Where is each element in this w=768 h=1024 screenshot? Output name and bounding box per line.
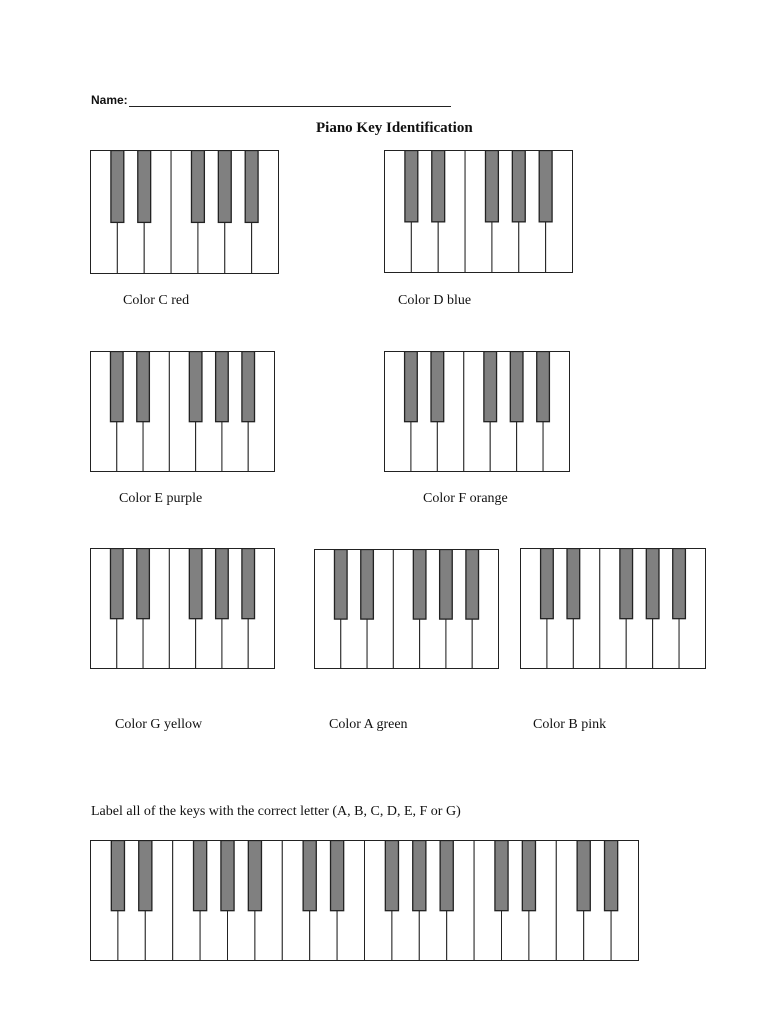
keyboard-a[interactable] — [314, 549, 499, 669]
black-key[interactable] — [194, 841, 207, 911]
keyboard-svg — [90, 548, 275, 669]
black-key[interactable] — [405, 151, 418, 222]
black-key[interactable] — [567, 549, 580, 619]
caption-e: Color E purple — [119, 491, 203, 506]
name-label: Name: — [91, 93, 128, 107]
black-key[interactable] — [137, 549, 150, 619]
black-key[interactable] — [405, 352, 418, 422]
keyboard-c[interactable] — [90, 150, 279, 274]
black-key[interactable] — [539, 151, 552, 222]
black-key[interactable] — [137, 352, 150, 422]
black-key[interactable] — [440, 841, 453, 911]
keyboard-svg — [520, 548, 706, 669]
black-key[interactable] — [242, 549, 255, 619]
black-key[interactable] — [331, 841, 344, 911]
caption-d: Color D blue — [398, 293, 472, 308]
name-underline[interactable] — [129, 92, 451, 107]
black-key[interactable] — [413, 550, 426, 620]
black-key[interactable] — [484, 352, 497, 422]
black-key[interactable] — [620, 549, 633, 619]
keyboard-labeling[interactable] — [90, 840, 639, 961]
black-key[interactable] — [110, 352, 123, 422]
black-key[interactable] — [216, 352, 229, 422]
caption-c: Color C red — [123, 293, 190, 308]
black-key[interactable] — [605, 841, 618, 911]
page-title: Piano Key Identification — [316, 120, 473, 136]
black-key[interactable] — [537, 352, 550, 422]
black-key[interactable] — [466, 550, 479, 620]
keyboard-b[interactable] — [520, 548, 706, 669]
keyboard-f[interactable] — [384, 351, 570, 472]
black-key[interactable] — [673, 549, 686, 619]
black-key[interactable] — [361, 550, 374, 620]
black-key[interactable] — [334, 550, 347, 620]
black-key[interactable] — [242, 352, 255, 422]
black-key[interactable] — [189, 352, 202, 422]
black-key[interactable] — [431, 352, 444, 422]
black-key[interactable] — [110, 549, 123, 619]
black-key[interactable] — [191, 151, 204, 223]
black-key[interactable] — [248, 841, 261, 911]
black-key[interactable] — [385, 841, 398, 911]
black-key[interactable] — [245, 151, 258, 223]
keyboard-svg — [314, 549, 499, 669]
black-key[interactable] — [111, 151, 124, 223]
keyboard-svg — [90, 840, 639, 961]
black-key[interactable] — [485, 151, 498, 222]
black-key[interactable] — [440, 550, 453, 620]
black-key[interactable] — [522, 841, 535, 911]
keyboard-g[interactable] — [90, 548, 275, 669]
black-key[interactable] — [189, 549, 202, 619]
black-key[interactable] — [512, 151, 525, 222]
caption-f: Color F orange — [423, 491, 508, 506]
black-key[interactable] — [218, 151, 231, 223]
caption-a: Color A green — [329, 717, 408, 732]
black-key[interactable] — [646, 549, 659, 619]
black-key[interactable] — [221, 841, 234, 911]
name-field[interactable] — [91, 92, 451, 107]
black-key[interactable] — [577, 841, 590, 911]
black-key[interactable] — [541, 549, 554, 619]
black-key[interactable] — [139, 841, 152, 911]
caption-b: Color B pink — [533, 717, 607, 732]
black-key[interactable] — [216, 549, 229, 619]
black-key[interactable] — [495, 841, 508, 911]
caption-g: Color G yellow — [115, 717, 203, 732]
keyboard-svg — [90, 351, 275, 472]
keyboard-svg — [384, 150, 573, 273]
black-key[interactable] — [432, 151, 445, 222]
black-key[interactable] — [111, 841, 124, 911]
keyboard-e[interactable] — [90, 351, 275, 472]
black-key[interactable] — [138, 151, 151, 223]
keyboard-d[interactable] — [384, 150, 573, 273]
instruction-text: Label all of the keys with the correct letter (A, B, C, D, E, F or G) — [91, 804, 461, 819]
black-key[interactable] — [510, 352, 523, 422]
keyboard-svg — [90, 150, 279, 274]
keyboard-svg — [384, 351, 570, 472]
black-key[interactable] — [303, 841, 316, 911]
black-key[interactable] — [413, 841, 426, 911]
